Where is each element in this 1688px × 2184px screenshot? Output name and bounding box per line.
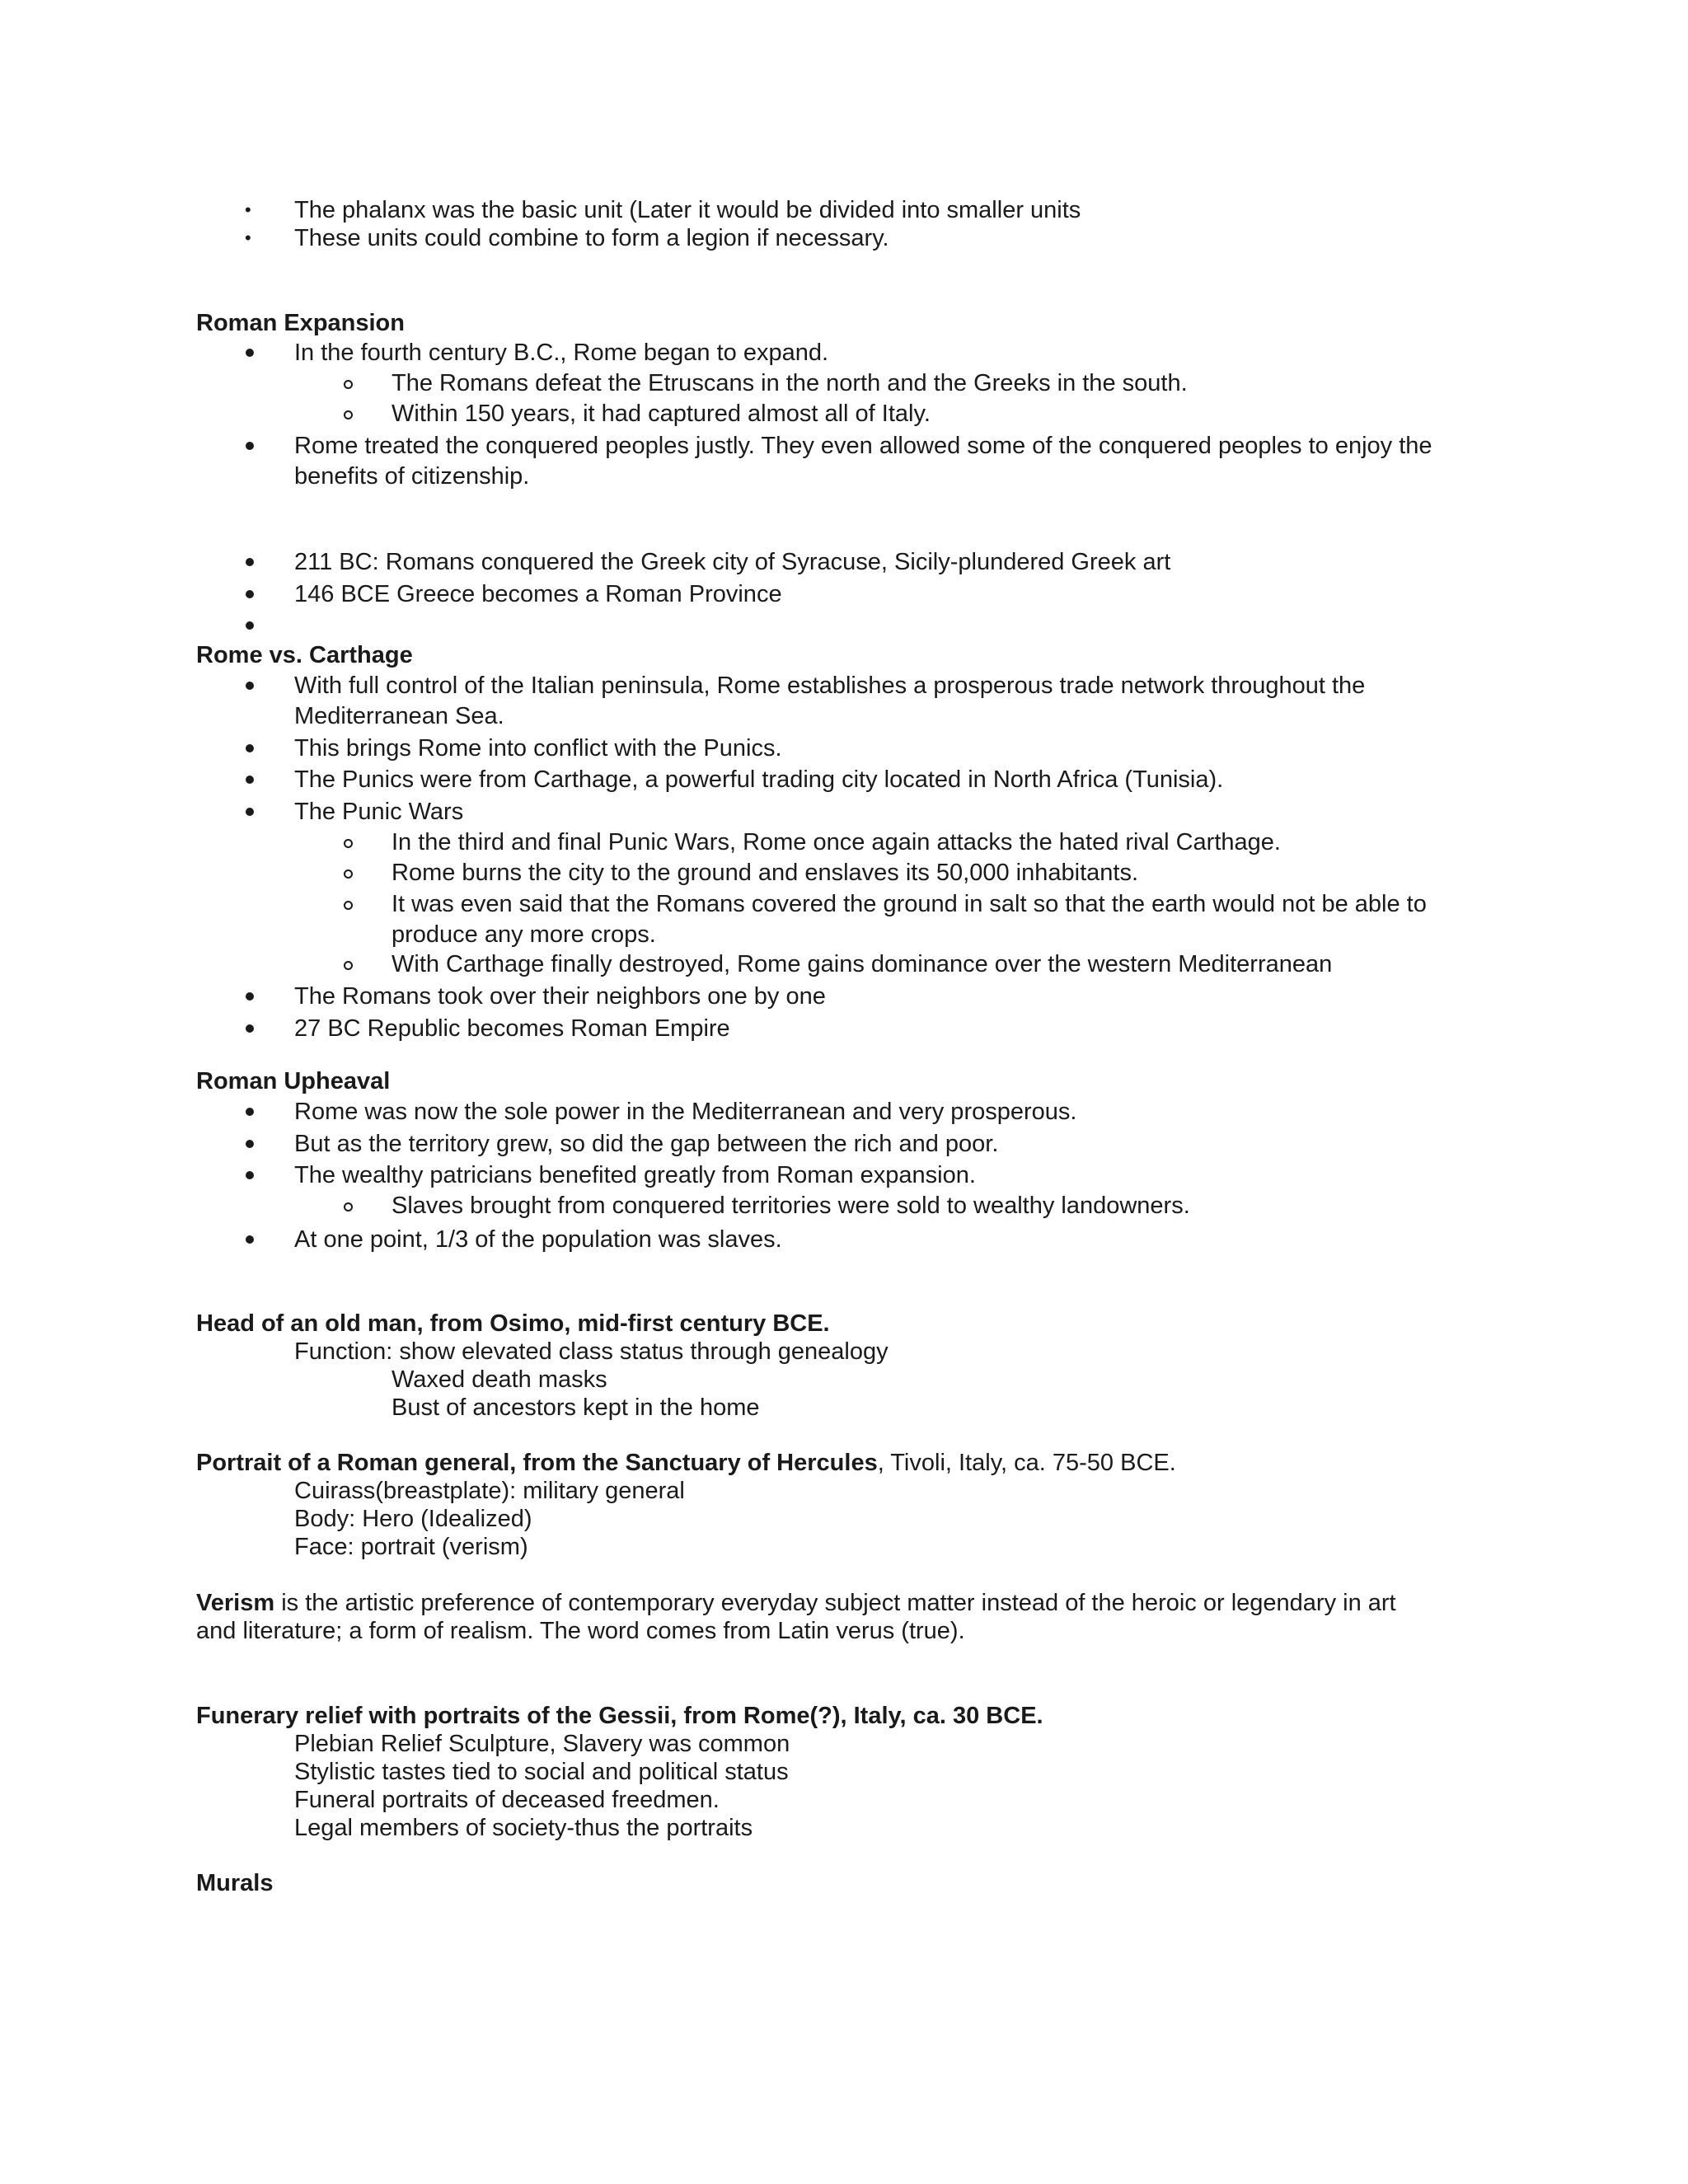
list-item: Rome was now the sole power in the Mediterranean and very prosperous.	[294, 1099, 1077, 1125]
artwork-note: Funeral portraits of deceased freedmen.	[294, 1787, 720, 1813]
artwork-heading-head-old-man: Head of an old man, from Osimo, mid-first century BCE.	[196, 1310, 830, 1337]
list-item: But as the territory grew, so did the gap between the rich and poor.	[294, 1131, 999, 1157]
artwork-heading-roman-general	[196, 1449, 1176, 1477]
list-item: In the fourth century B.C., Rome began to expand.	[294, 340, 829, 366]
sub-list-item: With Carthage finally destroyed, Rome gains dominance over the western Mediterranean	[392, 951, 1333, 977]
list-item: With full control of the Italian peninsula, Rome establishes a prosperous trade network throughout the	[294, 673, 1366, 699]
list-item: 211 BC: Romans conquered the Greek city of Syracuse, Sicily-plundered Greek art	[294, 549, 1171, 575]
section-heading-murals: Murals	[196, 1870, 274, 1896]
sub-list-item: The Romans defeat the Etruscans in the north and the Greeks in the south.	[392, 370, 1188, 396]
sub-bullet-circle	[344, 380, 353, 389]
bullet-disc	[246, 992, 254, 1001]
artwork-heading-gessii: Funerary relief with portraits of the Gessii, from Rome(?), Italy, ca. 30 BCE.	[196, 1703, 1043, 1729]
section-heading-roman-expansion: Roman Expansion	[196, 310, 405, 336]
bullet-disc-empty	[246, 621, 254, 630]
sub-bullet-circle	[344, 1202, 353, 1212]
list-item-continuation: benefits of citizenship.	[294, 463, 530, 490]
verism-term: Verism	[196, 1590, 275, 1616]
list-item: The wealthy patricians benefited greatly from Roman expansion.	[294, 1162, 976, 1188]
sub-list-item: Slaves brought from conquered territories were sold to wealthy landowners.	[392, 1193, 1190, 1219]
artwork-details: , Tivoli, Italy, ca. 75-50 BCE.	[877, 1450, 1176, 1476]
list-item-continuation: Mediterranean Sea.	[294, 703, 504, 729]
artwork-note: Function: show elevated class status through genealogy	[294, 1338, 889, 1365]
bullet-disc	[246, 1235, 254, 1244]
bullet-marker: •	[245, 227, 251, 248]
verism-text: is the artistic preference of contemporary everyday subject matter instead of the heroic or legendary in art	[274, 1590, 1396, 1616]
artwork-note: Body: Hero (Idealized)	[294, 1506, 532, 1532]
list-item: 27 BC Republic becomes Roman Empire	[294, 1015, 730, 1042]
list-item: This brings Rome into conflict with the Punics.	[294, 735, 782, 762]
list-item: The Romans took over their neighbors one by one	[294, 983, 826, 1010]
bullet-disc	[246, 349, 254, 357]
artwork-note: Face: portrait (verism)	[294, 1534, 528, 1560]
bullet-marker: •	[245, 199, 251, 220]
sub-bullet-circle	[344, 839, 353, 848]
bullet-disc	[246, 776, 254, 784]
artwork-note: Waxed death masks	[392, 1366, 607, 1393]
sub-bullet-circle	[344, 961, 353, 970]
bullet-disc	[246, 682, 254, 690]
artwork-note: Cuirass(breastplate): military general	[294, 1478, 685, 1504]
list-item: The Punic Wars	[294, 799, 464, 825]
bullet-disc	[246, 558, 254, 566]
section-heading-rome-vs-carthage: Rome vs. Carthage	[196, 642, 413, 668]
sub-list-item-continuation: produce any more crops.	[392, 921, 656, 948]
sub-list-item: Rome burns the city to the ground and enslaves its 50,000 inhabitants.	[392, 860, 1139, 886]
bullet-disc	[246, 590, 254, 598]
bullet-disc	[246, 1140, 254, 1148]
sub-list-item: In the third and final Punic Wars, Rome once again attacks the hated rival Carthage.	[392, 829, 1281, 855]
section-heading-roman-upheaval: Roman Upheaval	[196, 1068, 391, 1094]
list-item: The Punics were from Carthage, a powerful trading city located in North Africa (Tunisia).	[294, 766, 1224, 793]
bullet-disc	[246, 1171, 254, 1179]
artwork-title: Portrait of a Roman general, from the Sanctuary of Hercules	[196, 1450, 878, 1476]
bullet-disc	[246, 442, 254, 450]
intro-item: The phalanx was the basic unit (Later it would be divided into smaller units	[294, 197, 1081, 223]
sub-list-item: Within 150 years, it had captured almost all of Italy.	[392, 401, 931, 427]
bullet-disc	[246, 808, 254, 816]
artwork-note: Bust of ancestors kept in the home	[392, 1394, 760, 1421]
bullet-disc	[246, 1108, 254, 1116]
verism-definition-continuation: and literature; a form of realism. The word comes from Latin verus (true).	[196, 1618, 965, 1644]
sub-list-item: It was even said that the Romans covered the ground in salt so that the earth would not be able to	[392, 891, 1427, 917]
list-item: 146 BCE Greece becomes a Roman Province	[294, 581, 782, 607]
artwork-note: Legal members of society-thus the portraits	[294, 1815, 753, 1841]
sub-bullet-circle	[344, 869, 353, 879]
list-item: At one point, 1/3 of the population was slaves.	[294, 1226, 782, 1253]
verism-definition	[196, 1589, 1396, 1617]
sub-bullet-circle	[344, 410, 353, 419]
artwork-note: Plebian Relief Sculpture, Slavery was common	[294, 1731, 790, 1757]
sub-bullet-circle	[344, 901, 353, 910]
intro-item: These units could combine to form a legion if necessary.	[294, 225, 889, 251]
list-item: Rome treated the conquered peoples justly. They even allowed some of the conquered peoples to enjoy the	[294, 433, 1432, 459]
artwork-note: Stylistic tastes tied to social and political status	[294, 1759, 789, 1785]
bullet-disc	[246, 744, 254, 752]
bullet-disc	[246, 1024, 254, 1033]
